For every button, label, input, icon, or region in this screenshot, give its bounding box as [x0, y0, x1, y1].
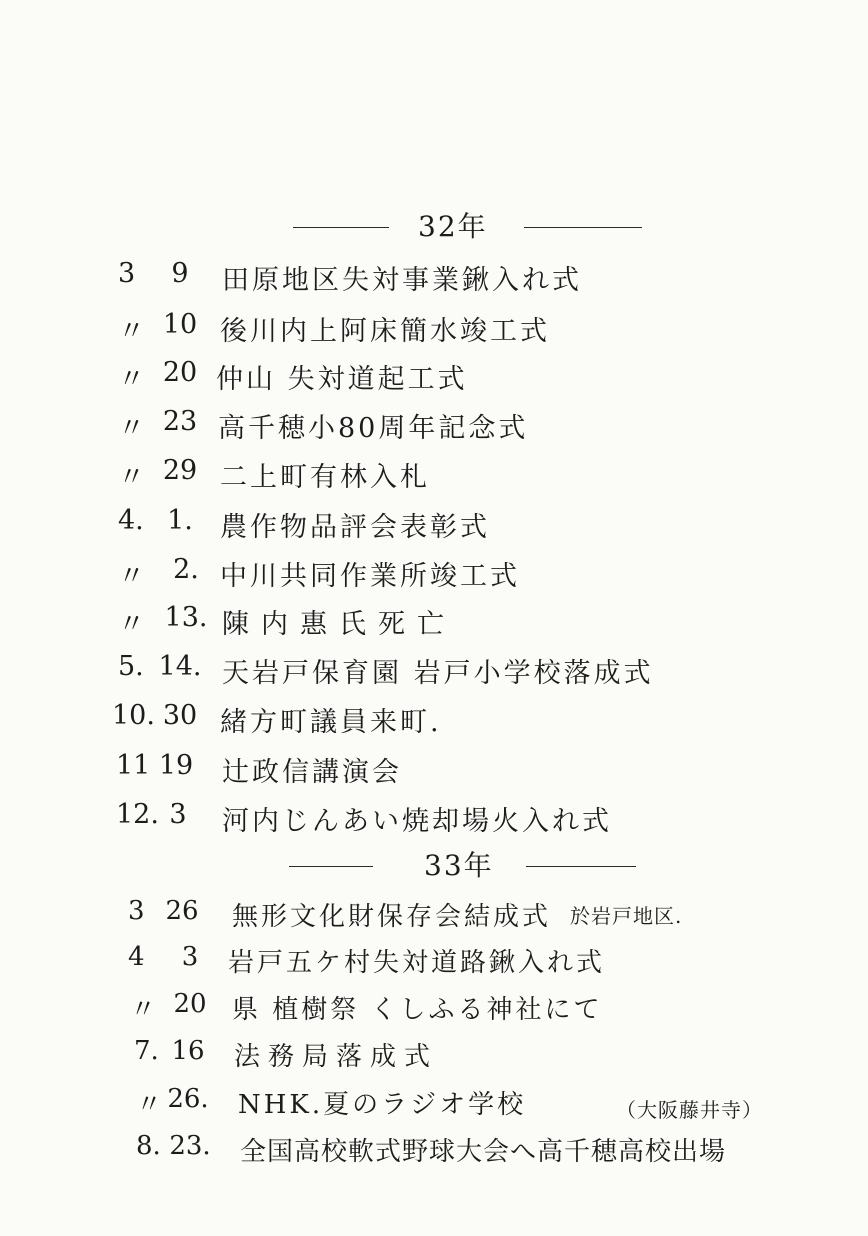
entry-event: 農作物品評会表彰式	[220, 512, 490, 543]
entry-event: 法務局落成式	[234, 1042, 439, 1072]
entry-day: 20	[173, 989, 207, 1019]
entry-day: 13.	[164, 602, 208, 633]
entry-day: 30	[162, 700, 198, 731]
entry-event: 田原地区失対事業鍬入れ式	[222, 265, 582, 296]
entry-day: 20	[162, 357, 198, 388]
entry-month: 〃	[118, 316, 145, 347]
entry-month: 3	[118, 258, 136, 289]
entry-month: 12.	[116, 799, 159, 830]
entry-day: 9	[171, 258, 189, 289]
entry-day: 3	[169, 799, 187, 830]
entry-month: 5.	[118, 651, 144, 682]
entry-month: 3	[128, 896, 145, 926]
entry-event: 県 植樹祭 くしふる神社にて	[232, 995, 603, 1025]
header-rule-left	[293, 227, 389, 228]
entry-month: 〃	[136, 1090, 163, 1120]
entry-month: 10.	[112, 700, 155, 731]
entry-month: 〃	[118, 462, 145, 493]
entry-month: 〃	[118, 413, 145, 444]
entry-day: 10	[162, 309, 198, 340]
entry-day: 29	[162, 455, 198, 486]
year-title: 33年	[424, 849, 494, 882]
entry-event: 中川共同作業所竣工式	[220, 561, 520, 592]
entry-event: 河内じんあい焼却場火入れ式	[222, 806, 612, 837]
entry-event: 仲山 失対道起工式	[216, 364, 468, 395]
entry-day: 16	[171, 1036, 205, 1066]
entry-day: 19	[158, 750, 194, 781]
entry-event: NHK.夏のラジオ学校	[238, 1090, 527, 1120]
year-header	[0, 844, 868, 884]
entry-event: 天岩戸保育園 岩戸小学校落成式	[222, 658, 654, 689]
entry-month: 〃	[118, 609, 145, 640]
year-header	[0, 205, 868, 245]
entry-event: 辻政信講演会	[222, 757, 402, 788]
entry-day: 23	[162, 406, 198, 437]
entry-note: （大阪藤井寺）	[616, 1098, 763, 1122]
entry-event: 高千穂小80周年記念式	[218, 413, 529, 444]
entry-day: 3	[181, 942, 199, 972]
entry-day: 26	[165, 896, 199, 926]
entry-event: 岩戸五ケ村失対道路鍬入れ式	[228, 948, 606, 978]
entry-month: 〃	[130, 995, 157, 1025]
entry-event: 二上町有林入札	[220, 462, 430, 493]
entry-event: 陳内惠氏死亡	[222, 609, 456, 640]
entry-event: 全国高校軟式野球大会へ高千穂高校出場	[240, 1137, 727, 1167]
entry-event: 無形文化財保存会結成式	[232, 902, 552, 932]
entry-day: 2.	[173, 554, 199, 585]
year-title: 32年	[418, 210, 488, 243]
entry-day: 14.	[158, 651, 202, 682]
entry-event: 緒方町議員来町.	[220, 707, 442, 738]
entry-month: 7.	[134, 1036, 159, 1066]
header-rule-right	[524, 227, 642, 228]
header-rule-left	[289, 866, 373, 867]
entry-month: 11	[116, 750, 151, 781]
entry-day: 26.	[167, 1084, 209, 1114]
entry-note: 於岩戸地区.	[570, 904, 683, 928]
entry-day: 23.	[169, 1131, 211, 1161]
entry-day: 1.	[167, 505, 193, 536]
entry-month: 4	[128, 942, 145, 972]
entry-month: 8.	[136, 1131, 161, 1161]
entry-month: 〃	[118, 561, 145, 592]
entry-event: 後川内上阿床簡水竣工式	[220, 316, 550, 347]
header-rule-right	[526, 866, 636, 867]
entry-month: 〃	[118, 364, 145, 395]
entry-month: 4.	[118, 505, 144, 536]
